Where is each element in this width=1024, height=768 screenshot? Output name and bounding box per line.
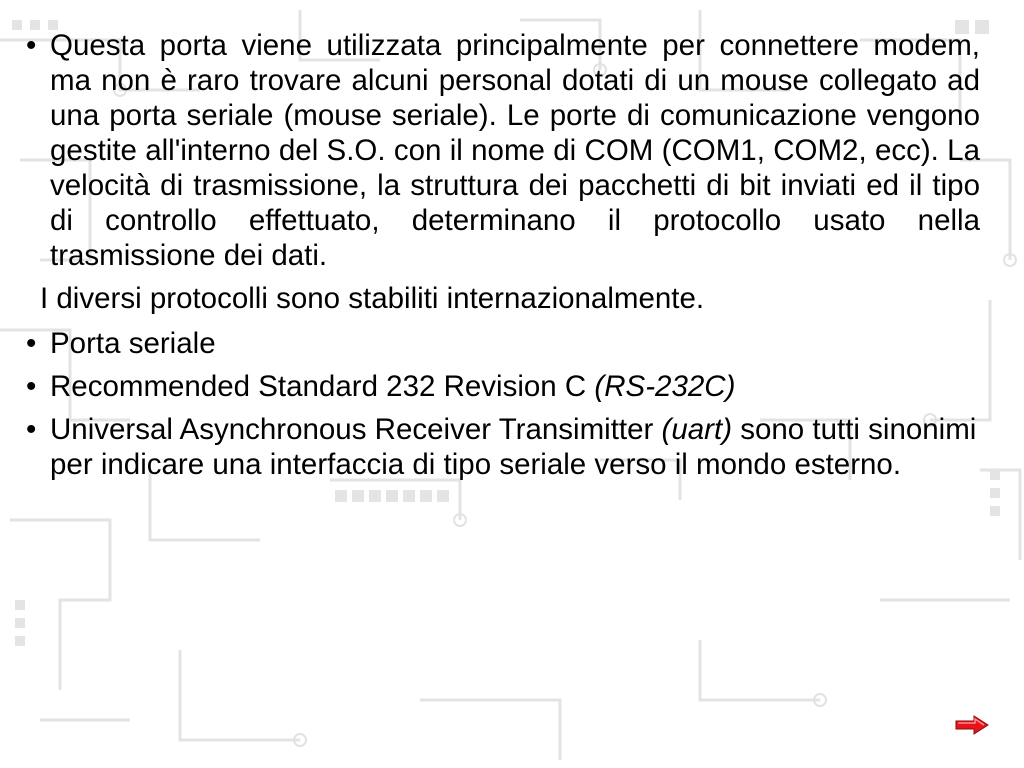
bullet-text: Porta seriale: [50, 327, 216, 360]
bullet-text: Recommended Standard 232 Revision C: [50, 370, 595, 403]
protocols-note: [26, 281, 980, 316]
bullet-icon: •: [26, 327, 37, 360]
bullet-italic-term: (uart): [661, 413, 733, 446]
bullet-icon: •: [26, 413, 37, 446]
bullet-text-continued: sono tutti sinonimi per indicare una interfaccia di tipo seriale verso il mondo esterno.: [50, 413, 977, 481]
arrow-right-icon[interactable]: [954, 714, 990, 736]
bullet-rs232c: [26, 369, 980, 404]
bullet-serial-port-description: [26, 28, 980, 273]
bullet-uart: [26, 412, 980, 482]
paragraph-text: Questa porta viene utilizzata principalmente per connettere modem, ma non è raro trovare alcuni personal dotati di un mouse collegato ad una porta seriale (mouse seriale). Le porte di comunicazione vengono gestite all'interno del S.O. con il nome di COM (COM1, COM2, ecc). La velocità di trasmissione, la struttura dei pacchetti di bit inviati ed il tipo di controllo effettuato, determinano il protocollo usato nella trasmissione dei dati.: [50, 29, 980, 272]
slide-body: [26, 28, 980, 490]
paragraph-text: I diversi protocolli sono stabiliti internazionalmente.: [40, 282, 705, 315]
bullet-porta-seriale: [26, 326, 980, 361]
bullet-italic-term: (RS-232C): [594, 370, 736, 403]
bullet-text: Universal Asynchronous Receiver Transimitter: [50, 413, 662, 446]
bullet-icon: •: [26, 370, 37, 403]
bullet-icon: •: [26, 29, 37, 62]
